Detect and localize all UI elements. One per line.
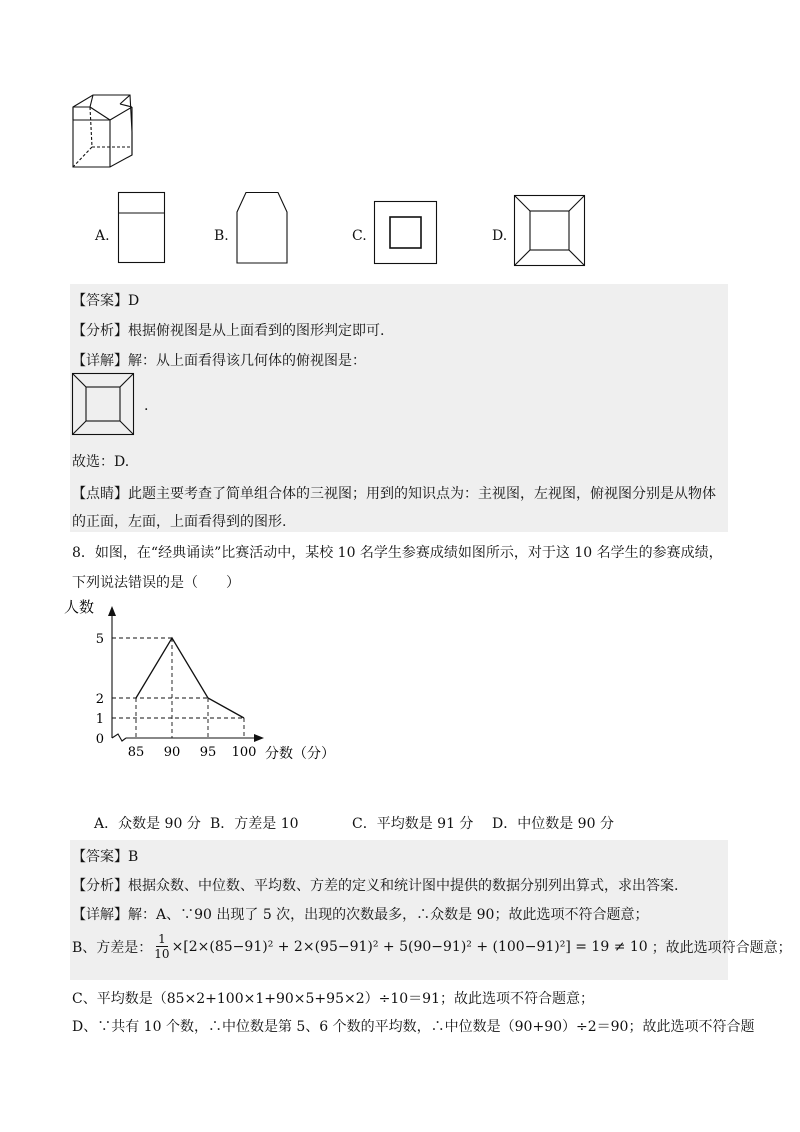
score-line-chart [60, 592, 360, 777]
q8-detail-a: 【详解】解：A、∵90 出现了 5 次，出现的次数最多，∴众数是 90；故此选项不符合题意； [72, 907, 649, 923]
y-axis-label: 人数 [64, 598, 95, 616]
x-axis-label: 分数（分） [265, 746, 335, 762]
x-tick-label: 95 [199, 745, 217, 760]
q8-detail-d: D、∵共有 10 个数，∴中位数是第 5、6 个数的平均数，∴中位数是（90+90）÷2＝90；故此选项不符合题 [72, 1019, 755, 1035]
q8-stem-line2: 下列说法错误的是（ ） [72, 575, 240, 591]
q8-answer: 【答案】B [72, 849, 139, 865]
q7-top-view-figure [72, 373, 136, 437]
option-c-label: C. [352, 228, 367, 244]
series-line [136, 638, 244, 718]
x-axis-arrow [254, 734, 264, 742]
q8-detail-b [72, 932, 792, 961]
option-c-figure [374, 201, 438, 265]
option-b-figure [236, 192, 288, 264]
option-d-figure [514, 195, 586, 267]
x-tick-label: 90 [163, 745, 181, 760]
solid-figure [70, 92, 140, 172]
q8-analysis: 【分析】根据众数、中位数、平均数、方差的定义和统计图中提供的数据分别列出算式，求出答案. [72, 878, 679, 894]
variance-fraction [154, 932, 169, 961]
fraction-denominator: 10 [154, 947, 170, 961]
option-b-label: B. [214, 228, 229, 244]
x-tick-label: 85 [127, 745, 145, 760]
q7-comment-line1: 【点睛】此题主要考查了简单组合体的三视图；用到的知识点为：主视图，左视图，俯视图分别是从物体 [72, 486, 716, 502]
y-tick-label: 0 [95, 732, 104, 747]
q7-choice: 故选：D. [72, 454, 130, 470]
q8-detail-b-prefix: B、方差是： [72, 939, 153, 956]
x-axis-break [112, 734, 126, 741]
option-a-figure [118, 192, 166, 264]
q7-analysis: 【分析】根据俯视图是从上面看到的图形判定即可. [72, 323, 385, 339]
variance-formula: ×[2×(85−91)² + 2×(95−91)² + 5(90−91)² + (100−91)²] = 19 ≠ 10 [171, 938, 648, 955]
q8-option-b: B．方差是 10 [210, 816, 299, 832]
q7-answer: 【答案】D [72, 293, 140, 309]
q7-detail-period: . [144, 398, 149, 414]
q8-stem-line1: 8．如图，在“经典诵读”比赛活动中，某校 10 名学生参赛成绩如图所示，对于这 10 名学生的参赛成绩， [72, 545, 723, 561]
y-tick-label: 1 [95, 712, 104, 727]
fraction-numerator: 1 [158, 932, 166, 946]
y-tick-label: 2 [95, 692, 104, 707]
q8-detail-c: C、平均数是（85×2+100×1+90×5+95×2）÷10＝91；故此选项不符合题意； [72, 991, 594, 1007]
q8-detail-b-suffix: ；故此选项符合题意； [651, 939, 792, 956]
q8-option-c: C．平均数是 91 分 [352, 816, 474, 832]
q7-detail: 【详解】解：从上面看得该几何体的俯视图是： [72, 353, 366, 369]
q7-comment-line2: 的正面，左面，上面看得到的图形. [72, 514, 287, 530]
option-d-label: D. [492, 228, 508, 244]
y-axis-arrow [108, 606, 116, 616]
x-tick-label: 100 [231, 745, 257, 760]
y-tick-label: 5 [95, 632, 104, 647]
option-a-label: A. [95, 228, 110, 244]
q8-option-d: D．中位数是 90 分 [492, 816, 614, 832]
q8-option-a: A．众数是 90 分 [94, 816, 201, 832]
